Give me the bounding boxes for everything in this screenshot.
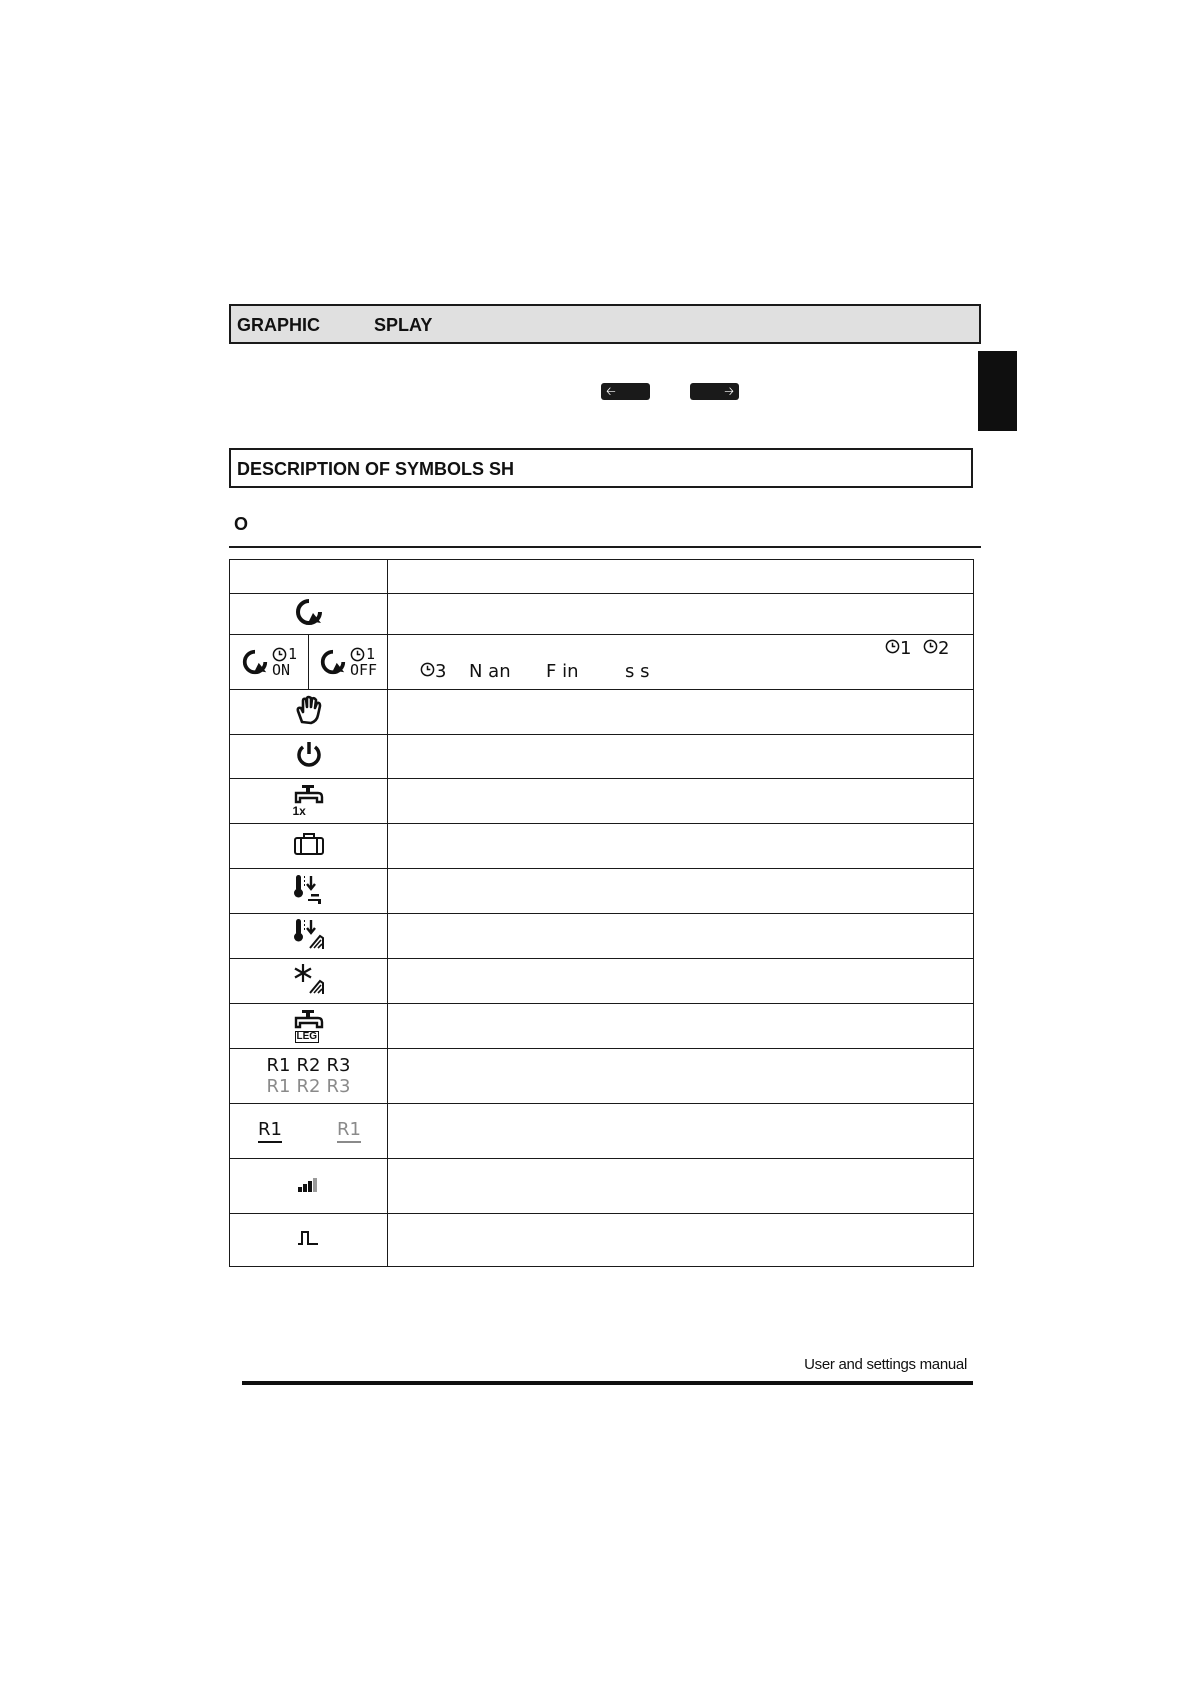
left-arrow-key [601,383,650,400]
symbol-cell [230,779,388,824]
timer-2-ref [923,638,949,659]
table-row [230,914,974,959]
desc-fragment-off: F in [546,661,579,682]
symbols-table [229,559,974,1267]
description-cell [388,635,974,690]
thermometer-solar-icon [292,917,326,951]
symbol-cell [230,735,388,779]
relay-inactive-underlined: R1 [337,1119,361,1143]
tap-legionella-symbol [292,1009,326,1043]
signal-level-icon [296,1175,322,1193]
relay-active-underlined: R1 [258,1119,282,1143]
relay-2-off: R2 [296,1076,321,1097]
description-cell [388,779,974,824]
table-row [230,735,974,779]
table-row [230,1214,974,1267]
footer-rule [242,1381,973,1385]
header-cell-description [388,560,974,594]
description-cell [388,1104,974,1159]
relay-underline-states [230,1119,387,1143]
table-row [230,959,974,1004]
arrow-right-icon: 🡢 [724,384,734,398]
relay-1-off: R1 [266,1076,291,1097]
symbol-cell [230,1004,388,1049]
description-cell [388,824,974,869]
description-cell [388,690,974,735]
relay-1-on: R1 [266,1055,291,1076]
symbol-cell [230,635,388,690]
table-row [230,1049,974,1104]
table-row [230,1004,974,1049]
hand-icon [293,695,325,725]
symbol-cell [230,1214,388,1267]
section-rule [229,546,981,548]
timer-3-ref [420,661,446,682]
table-row [230,824,974,869]
description-header: DESCRIPTION OF SYMBOLS SH [229,448,973,488]
description-cell [388,1004,974,1049]
suitcase-icon [293,832,325,856]
description-cell [388,735,974,779]
symbol-cell [230,869,388,914]
symbol-cell [230,1159,388,1214]
table-row [230,1104,974,1159]
symbol-cell [230,594,388,635]
description-cell [388,594,974,635]
description-cell [388,914,974,959]
snowflake-solar-icon [292,962,326,996]
footer-manual-title: User and settings manual [804,1356,967,1373]
graphic-header-word1: GRAPHIC [237,315,321,335]
timer-2-number: 2 [938,638,950,659]
tap-once-symbol [292,784,326,818]
graphic-display-header [229,304,981,344]
right-arrow-key [690,383,739,400]
table-row [230,594,974,635]
timer-1-number: 1 [900,638,912,659]
section-heading: O [234,514,249,534]
symbol-cell [230,959,388,1004]
timer-number: 1 [287,645,298,663]
symbol-cell [230,824,388,869]
description-cell [388,869,974,914]
relay-3-off: R3 [326,1076,351,1097]
timer-1-ref [885,638,911,659]
cycle-icon [319,648,347,676]
graphic-header-word2: SPLAY [374,315,433,335]
table-row [230,779,974,824]
table-row [230,635,974,690]
description-cell [388,959,974,1004]
description-cell [388,1159,974,1214]
pulse-icon [296,1229,322,1247]
symbol-cell [230,1104,388,1159]
power-icon [295,740,323,768]
arrow-left-icon: 🡠 [606,384,616,398]
description-cell [388,1214,974,1267]
table-header-row [230,560,974,594]
symbol-cell [230,690,388,735]
tap-once-label: 1x [292,804,306,818]
table-row [230,869,974,914]
timer-on-symbol [230,635,308,689]
relay-states [230,1055,387,1097]
off-label: OFF [349,661,378,679]
description-cell [388,1049,974,1104]
timer-icon [885,639,900,654]
relay-2-on: R2 [296,1055,321,1076]
timer-off-symbol [308,635,387,689]
timer-icon [350,647,365,662]
relays-inactive [230,1076,387,1097]
symbol-cell [230,1049,388,1104]
relay-3-on: R3 [326,1055,351,1076]
timer-number: 1 [365,645,375,663]
section-thumb-tab [978,351,1017,431]
timer-icon [272,647,287,662]
desc-fragment-on: N an [469,661,511,682]
header-cell-symbol [230,560,388,594]
thermometer-tap-icon [292,873,326,905]
tap-legionella-label: LEG [296,1031,318,1042]
timer-icon [923,639,938,654]
cycle-icon [294,597,324,627]
cycle-icon [241,648,269,676]
relays-active [230,1055,387,1076]
symbol-cell [230,914,388,959]
timer-icon [420,662,435,677]
timer-3-number: 3 [435,661,447,682]
on-label: ON [271,661,291,679]
table-row [230,1159,974,1214]
table-row [230,690,974,735]
desc-fragment-end: s s [625,661,650,682]
